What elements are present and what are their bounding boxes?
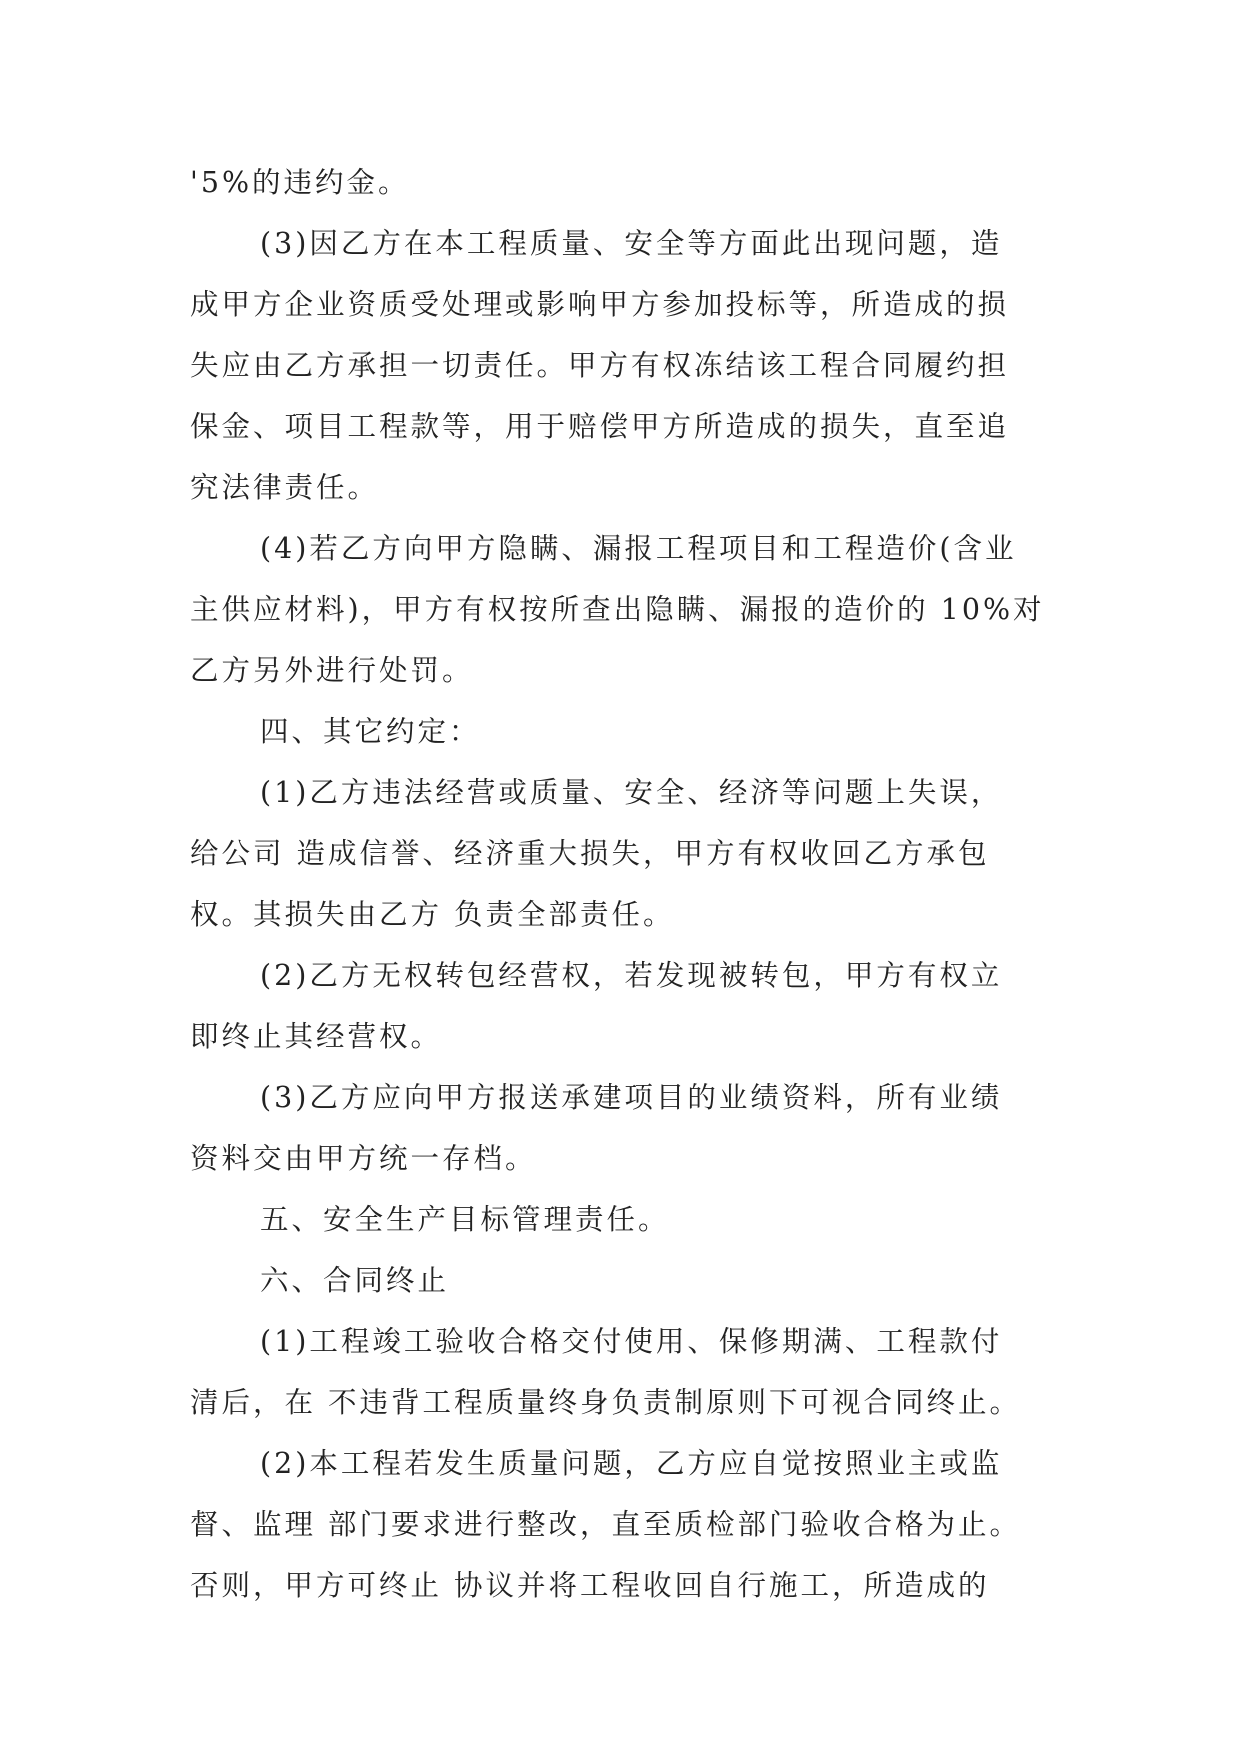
text-line: 究法律责任。 (190, 471, 380, 504)
text-line: 给公司 造成信誉、经济重大损失，甲方有权收回乙方承包 (190, 837, 990, 870)
text-line: 主供应材料)，甲方有权按所查出隐瞒、漏报的造价的 10%对 (190, 593, 1045, 626)
text-line: (1)乙方违法经营或质量、安全、经济等问题上失误， (260, 776, 1003, 809)
text-line: (3)因乙方在本工程质量、安全等方面此出现问题，造 (260, 227, 1003, 260)
text-line: (1)工程竣工验收合格交付使用、保修期满、工程款付 (260, 1325, 1003, 1358)
text-line: 否则，甲方可终止 协议并将工程收回自行施工，所造成的 (190, 1569, 990, 1602)
text-line: (3)乙方应向甲方报送承建项目的业绩资料，所有业绩 (260, 1081, 1003, 1114)
text-line: '5%的违约金。 (190, 166, 410, 199)
document-body (190, 152, 1070, 1616)
text-line: (2)乙方无权转包经营权，若发现被转包，甲方有权立 (260, 959, 1003, 992)
text-line: 资料交由甲方统一存档。 (190, 1142, 537, 1175)
text-line: 成甲方企业资质受处理或影响甲方参加投标等，所造成的损 (190, 288, 1010, 321)
text-line: 即终止其经营权。 (190, 1020, 443, 1053)
text-line: 权。其损失由乙方 负责全部责任。 (190, 898, 675, 931)
text-line: 督、监理 部门要求进行整改，直至质检部门验收合格为止。 (190, 1508, 1022, 1541)
section-heading: 五、安全生产目标管理责任。 (260, 1203, 670, 1236)
text-line: 清后，在 不违背工程质量终身负责制原则下可视合同终止。 (190, 1386, 1022, 1419)
text-line: 失应由乙方承担一切责任。甲方有权冻结该工程合同履约担 (190, 349, 1010, 382)
section-heading: 六、合同终止 (260, 1264, 450, 1297)
text-line: (4)若乙方向甲方隐瞒、漏报工程项目和工程造价(含业 (260, 532, 1017, 565)
text-line: (2)本工程若发生质量问题，乙方应自觉按照业主或监 (260, 1447, 1003, 1480)
section-heading: 四、其它约定： (260, 715, 481, 748)
text-line: 保金、项目工程款等，用于赔偿甲方所造成的损失，直至追 (190, 410, 1010, 443)
text-line: 乙方另外进行处罚。 (190, 654, 474, 687)
